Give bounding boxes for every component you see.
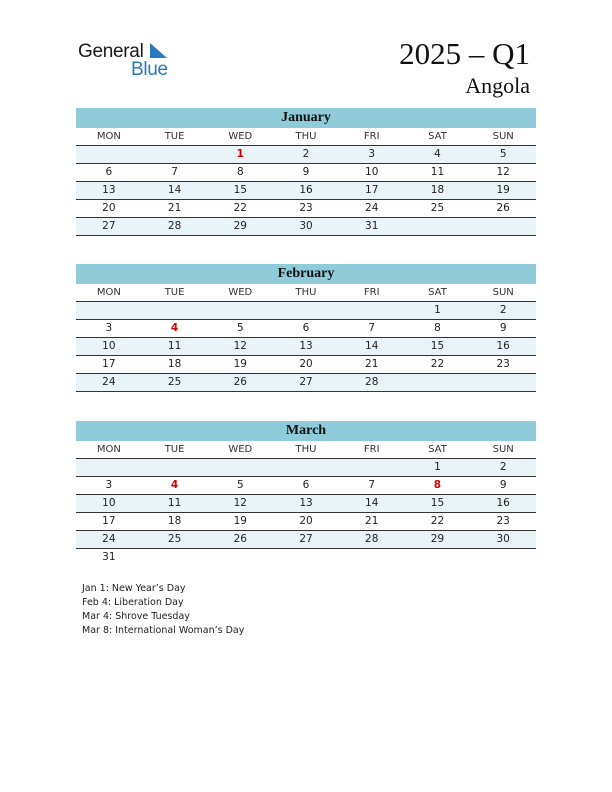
day-cell: 24 — [102, 376, 116, 388]
day-cell: 14 — [365, 497, 379, 509]
empty-day-cell — [142, 549, 208, 566]
empty-day-cell — [470, 549, 536, 566]
day-cell: 1 — [236, 148, 244, 160]
day-cell: 19 — [233, 358, 247, 370]
day-cell: 11 — [430, 166, 445, 178]
day-cell: 30 — [299, 220, 313, 232]
day-cell: 1 — [434, 461, 441, 473]
day-cell: 17 — [102, 515, 116, 527]
day-cell: 26 — [496, 202, 510, 214]
brand-logo — [78, 40, 178, 80]
day-cell: 8 — [434, 322, 441, 334]
empty-day-cell — [405, 549, 471, 566]
weekday-label: WED — [228, 131, 253, 142]
weekday-label: THU — [295, 131, 317, 142]
weekday-header-row — [76, 128, 536, 146]
weekday-header-row — [76, 441, 536, 459]
day-cell: 23 — [496, 358, 510, 370]
day-cell: 24 — [102, 533, 116, 545]
empty-day-cell — [339, 459, 405, 476]
weekday-label: THU — [295, 444, 317, 455]
day-cell: 28 — [365, 376, 379, 388]
month-title: March — [76, 421, 536, 441]
weekday-label: SAT — [428, 287, 447, 298]
day-cell: 12 — [496, 166, 510, 178]
day-cell: 4 — [170, 479, 179, 491]
weekday-label: SUN — [492, 287, 514, 298]
day-cell: 11 — [167, 497, 182, 509]
day-cell: 9 — [302, 166, 310, 178]
empty-day-cell — [273, 459, 339, 476]
holiday-note: Feb 4: Liberation Day — [82, 597, 184, 608]
day-cell: 14 — [365, 340, 379, 352]
brand-name-blue: Blue — [131, 59, 168, 80]
day-cell: 2 — [499, 461, 507, 473]
empty-day-cell — [470, 374, 536, 391]
month-title: February — [76, 264, 536, 284]
weekday-label: FRI — [363, 287, 380, 298]
day-cell: 27 — [299, 376, 313, 388]
day-cell: 8 — [236, 166, 244, 178]
day-cell: 16 — [496, 340, 510, 352]
empty-day-cell — [207, 459, 273, 476]
week-row — [76, 374, 536, 392]
week-row — [76, 182, 536, 200]
empty-day-cell — [405, 218, 471, 235]
brand-triangle-icon — [148, 43, 168, 59]
day-cell: 7 — [368, 479, 376, 491]
day-cell: 6 — [105, 166, 113, 178]
week-row — [76, 218, 536, 236]
day-cell: 3 — [105, 322, 113, 334]
month-title: January — [76, 108, 536, 128]
day-cell: 6 — [302, 479, 310, 491]
day-cell: 12 — [233, 497, 247, 509]
weekday-label: FRI — [363, 444, 380, 455]
day-cell: 21 — [365, 515, 379, 527]
holiday-note: Mar 8: International Woman’s Day — [82, 625, 245, 636]
week-row — [76, 549, 536, 566]
holiday-notes — [82, 582, 244, 638]
weekday-label: SUN — [492, 131, 514, 142]
week-row — [76, 513, 536, 531]
empty-day-cell — [142, 146, 208, 163]
week-row — [76, 164, 536, 182]
week-row — [76, 320, 536, 338]
day-cell: 13 — [299, 497, 313, 509]
day-cell: 11 — [167, 340, 182, 352]
day-cell: 7 — [171, 166, 178, 178]
day-cell: 20 — [299, 358, 313, 370]
day-cell: 15 — [430, 497, 445, 509]
day-cell: 15 — [430, 340, 445, 352]
day-cell: 18 — [430, 184, 445, 196]
month-march — [76, 421, 536, 566]
day-cell: 22 — [430, 358, 445, 370]
empty-day-cell — [273, 302, 339, 319]
day-cell: 23 — [299, 202, 313, 214]
day-cell: 6 — [302, 322, 310, 334]
day-cell: 12 — [233, 340, 247, 352]
empty-day-cell — [142, 302, 208, 319]
holiday-note: Mar 4: Shrove Tuesday — [82, 611, 190, 622]
day-cell: 9 — [499, 479, 507, 491]
day-cell: 26 — [233, 533, 247, 545]
day-cell: 23 — [496, 515, 510, 527]
holiday-note: Jan 1: New Year’s Day — [82, 583, 186, 594]
day-cell: 16 — [496, 497, 510, 509]
day-cell: 8 — [433, 479, 442, 491]
week-row — [76, 495, 536, 513]
day-cell: 17 — [102, 358, 116, 370]
day-cell: 10 — [102, 340, 116, 352]
empty-day-cell — [405, 374, 471, 391]
weekday-label: FRI — [363, 131, 380, 142]
week-row — [76, 200, 536, 218]
weekday-label: THU — [295, 287, 317, 298]
empty-day-cell — [273, 549, 339, 566]
page-title: 2025 – Q1 — [399, 36, 530, 71]
day-cell: 22 — [233, 202, 247, 214]
empty-day-cell — [470, 218, 536, 235]
day-cell: 18 — [167, 515, 182, 527]
day-cell: 25 — [430, 202, 445, 214]
week-row — [76, 477, 536, 495]
week-row — [76, 356, 536, 374]
weekday-label: SUN — [492, 444, 514, 455]
day-cell: 27 — [102, 220, 116, 232]
day-cell: 5 — [499, 148, 507, 160]
day-cell: 21 — [167, 202, 182, 214]
day-cell: 30 — [496, 533, 510, 545]
day-cell: 19 — [496, 184, 510, 196]
day-cell: 26 — [233, 376, 247, 388]
day-cell: 27 — [299, 533, 313, 545]
day-cell: 29 — [233, 220, 247, 232]
day-cell: 2 — [302, 148, 310, 160]
country-name: Angola — [465, 73, 530, 98]
day-cell: 20 — [102, 202, 116, 214]
day-cell: 13 — [102, 184, 116, 196]
week-row — [76, 302, 536, 320]
day-cell: 24 — [365, 202, 379, 214]
day-cell: 10 — [365, 166, 379, 178]
weekday-label: SAT — [428, 444, 447, 455]
day-cell: 2 — [499, 304, 507, 316]
day-cell: 18 — [167, 358, 182, 370]
empty-day-cell — [339, 549, 405, 566]
weekday-label: MON — [96, 131, 121, 142]
day-cell: 19 — [233, 515, 247, 527]
day-cell: 13 — [299, 340, 313, 352]
day-cell: 29 — [430, 533, 445, 545]
day-cell: 5 — [236, 479, 244, 491]
day-cell: 21 — [365, 358, 379, 370]
empty-day-cell — [207, 549, 273, 566]
empty-day-cell — [76, 302, 142, 319]
weekday-label: TUE — [164, 131, 185, 142]
month-january — [76, 108, 536, 236]
day-cell: 3 — [368, 148, 376, 160]
day-cell: 16 — [299, 184, 313, 196]
day-cell: 1 — [434, 304, 441, 316]
day-cell: 4 — [170, 322, 179, 334]
month-february — [76, 264, 536, 392]
day-cell: 31 — [365, 220, 379, 232]
weekday-label: TUE — [164, 287, 185, 298]
day-cell: 15 — [233, 184, 247, 196]
weekday-label: SAT — [428, 131, 447, 142]
day-cell: 28 — [167, 220, 182, 232]
day-cell: 5 — [236, 322, 244, 334]
weekday-label: TUE — [164, 444, 185, 455]
day-cell: 4 — [434, 148, 441, 160]
weekday-label: MON — [96, 444, 121, 455]
day-cell: 7 — [368, 322, 376, 334]
empty-day-cell — [207, 302, 273, 319]
day-cell: 9 — [499, 322, 507, 334]
empty-day-cell — [142, 459, 208, 476]
weekday-label: WED — [228, 444, 253, 455]
day-cell: 20 — [299, 515, 313, 527]
empty-day-cell — [76, 459, 142, 476]
day-cell: 31 — [102, 551, 116, 563]
weekday-header-row — [76, 284, 536, 302]
week-row — [76, 146, 536, 164]
week-row — [76, 531, 536, 549]
day-cell: 14 — [167, 184, 182, 196]
weekday-label: MON — [96, 287, 121, 298]
day-cell: 25 — [167, 376, 182, 388]
empty-day-cell — [76, 146, 142, 163]
day-cell: 22 — [430, 515, 445, 527]
brand-name-general: General — [78, 41, 144, 62]
day-cell: 25 — [167, 533, 182, 545]
empty-day-cell — [339, 302, 405, 319]
weekday-label: WED — [228, 287, 253, 298]
day-cell: 17 — [365, 184, 379, 196]
day-cell: 10 — [102, 497, 116, 509]
week-row — [76, 338, 536, 356]
week-row — [76, 459, 536, 477]
day-cell: 3 — [105, 479, 113, 491]
day-cell: 28 — [365, 533, 379, 545]
